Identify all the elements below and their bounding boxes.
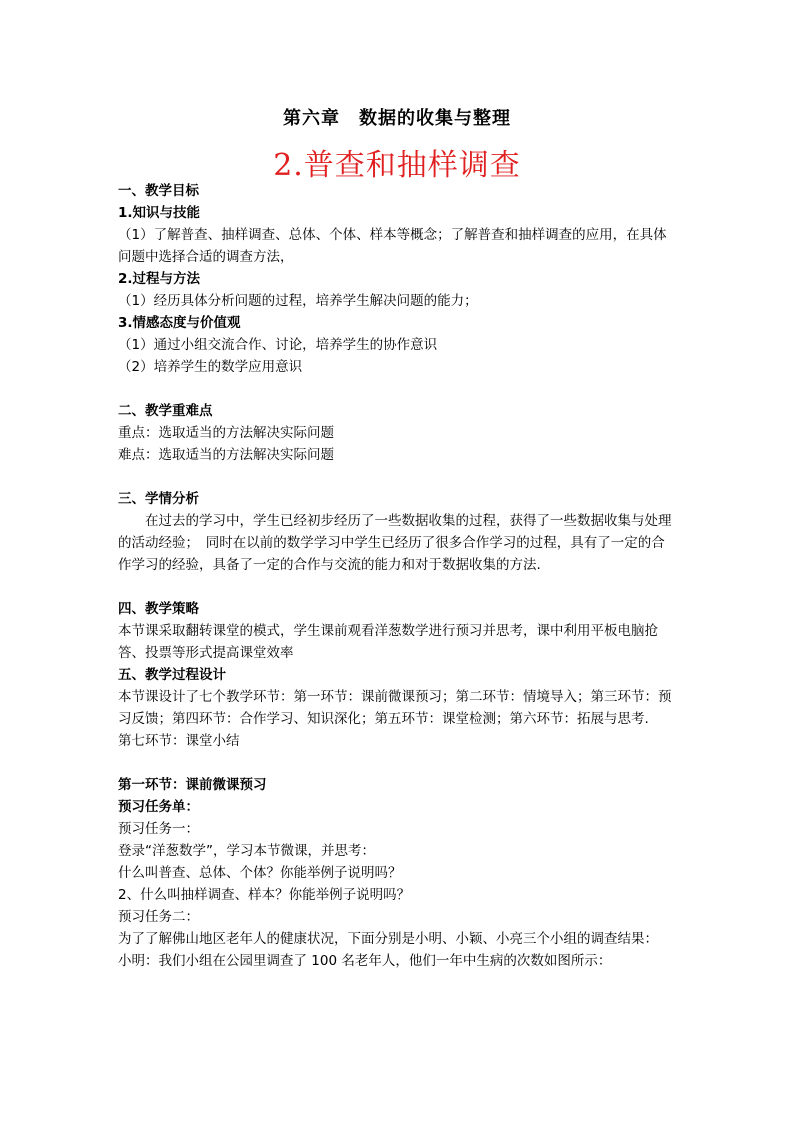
difficult-point: 难点：选取适当的方法解决实际问题 <box>118 447 334 463</box>
strategy-paragraph: 本节课采取翻转课堂的模式，学生课前观看洋葱数学进行预习并思考，课中利用平板电脑抢答、投票等形式提高课堂效率 <box>118 623 658 661</box>
section-heading-strategy: 四、教学策略 <box>118 601 199 617</box>
process-item-1: （1）经历具体分析问题的过程，培养学生解决问题的能力； <box>118 293 478 309</box>
section-heading-process-design: 五、教学过程设计 <box>118 667 226 683</box>
process-design-paragraph: 本节课设计了七个教学环节：第一环节：课前微课预习；第二环节：情境导入；第三环节：预习反馈；第四环节：合作学习、知识深化；第五环节：课堂检测；第六环节：拓展与思考. <box>118 689 672 727</box>
task2-line-2: 小明：我们小组在公园里调查了 100 名老年人，他们一年中生病的次数如图所示： <box>118 953 612 969</box>
section-heading-objectives: 一、教学目标 <box>118 183 199 199</box>
task1-label: 预习任务一： <box>118 821 199 837</box>
subheading-knowledge: 1.知识与技能 <box>118 205 201 221</box>
task1-line: 登录“洋葱数学”，学习本节微课，并思考： <box>118 843 375 859</box>
task1-question-1: 什么叫普查、总体、个体？你能举例子说明吗？ <box>118 865 402 881</box>
spacer <box>118 752 678 774</box>
task-list-heading: 预习任务单： <box>118 799 199 815</box>
spacer <box>118 466 678 488</box>
task1-question-2: 2、什么叫抽样调查、样本？你能举例子说明吗？ <box>118 887 411 903</box>
subheading-process: 2.过程与方法 <box>118 271 201 287</box>
knowledge-item-1: （1）了解普查、抽样调查、总体、个体、样本等概念；了解普查和抽样调查的应用，在具体问题中选择合适的调查方法， <box>118 227 667 265</box>
analysis-paragraph: 在过去的学习中，学生已经初步经历了一些数据收集的过程，获得了一些数据收集与处理的活动经验； 同时在以前的数学学习中学生已经历了很多合作学习的过程，具有了一定的合作学习的经验，具备了一定的合作与交流的能力和对于数据收集的方法. <box>118 513 672 573</box>
document-body <box>118 180 678 972</box>
spacer <box>118 576 678 598</box>
task2-line: 为了了解佛山地区老年人的健康状况，下面分别是小明、小颖、小亮三个小组的调查结果： <box>118 931 658 947</box>
subheading-attitude: 3.情感态度与价值观 <box>118 315 241 331</box>
lesson-title: 2.普查和抽样调查 <box>273 148 521 183</box>
section-heading-analysis: 三、学情分析 <box>118 491 199 507</box>
task2-label: 预习任务二： <box>118 909 199 925</box>
attitude-item-2: （2）培养学生的数学应用意识 <box>118 359 303 375</box>
key-point: 重点：选取适当的方法解决实际问题 <box>118 425 334 441</box>
spacer <box>118 378 678 400</box>
chapter-title: 第六章 数据的收集与整理 <box>283 108 511 129</box>
step1-heading: 第一环节：课前微课预习 <box>118 777 267 793</box>
section-heading-key-points: 二、教学重难点 <box>118 403 213 419</box>
process-design-paragraph-2: 第七环节：课堂小结 <box>118 733 240 749</box>
attitude-item-1: （1）通过小组交流合作、讨论，培养学生的协作意识 <box>118 337 438 353</box>
